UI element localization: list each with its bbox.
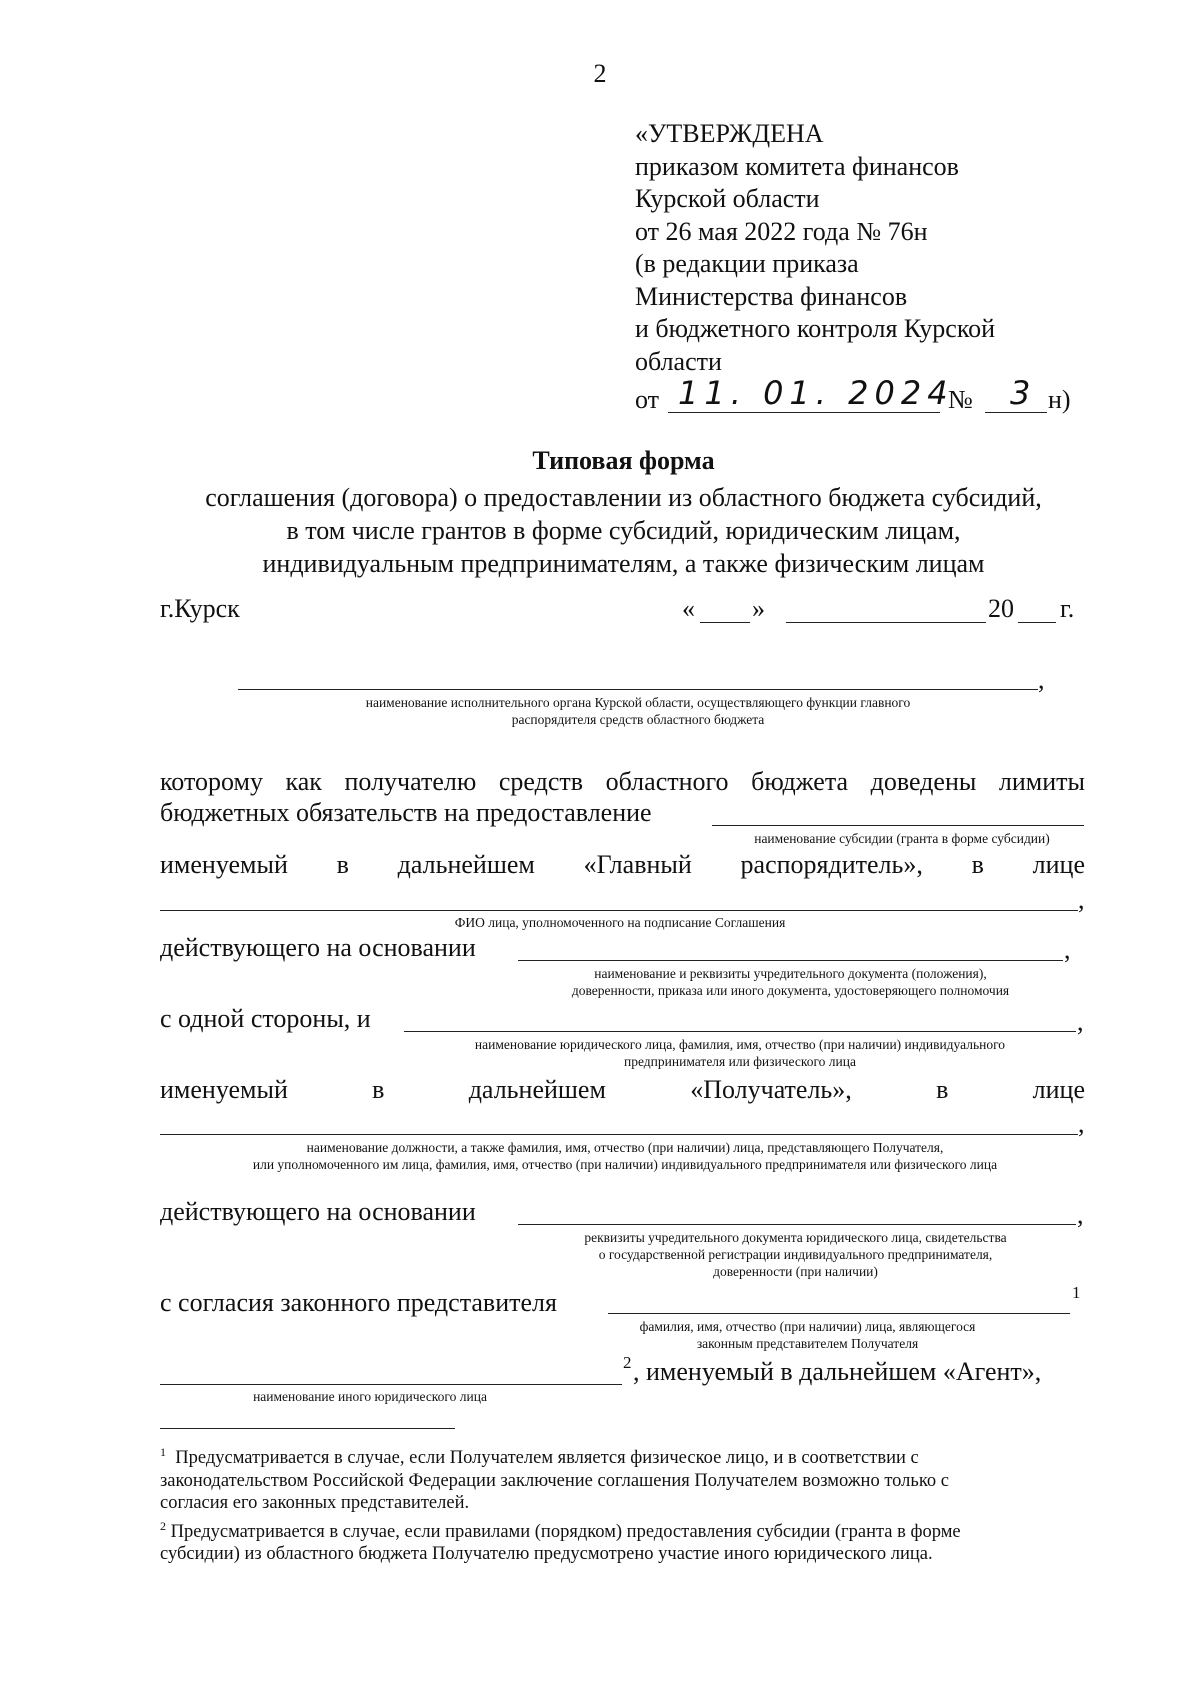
approval-line: «УТВЕРЖДЕНА <box>635 119 824 148</box>
caption-line: фамилия, имя, отчество (при наличии) лица, являющегося <box>639 1319 976 1334</box>
named-recipient <box>160 1074 1085 1105</box>
subsidy-blank <box>712 825 1084 826</box>
handwritten-date: 11. 01. 2024 <box>678 374 954 412</box>
footnote-2 <box>160 1515 1085 1566</box>
date-close-quote: » <box>752 594 765 623</box>
document-title: Типовая форма <box>532 446 715 475</box>
approval-line: Курской области <box>635 184 820 213</box>
footnote-line: законодательством Российской Федерации заключение соглашения Получателем возможно только с <box>160 1470 949 1491</box>
consent-footnote-mark: 1 <box>1072 1283 1081 1302</box>
number-underline <box>985 412 1047 413</box>
position-blank <box>160 1134 1078 1135</box>
caption-line: доверенности (при наличии) <box>713 1264 878 1279</box>
consent-label: с согласия законного представителя <box>160 1288 557 1317</box>
word: именуемый <box>160 1075 288 1104</box>
document-subtitle <box>0 481 1200 580</box>
acting-basis-label: действующего на основании <box>160 933 476 962</box>
date-underline <box>668 412 940 413</box>
fio-caption: ФИО лица, уполномоченного на подписание Соглашения <box>454 915 786 930</box>
number-label: № <box>948 385 973 414</box>
one-side-label: с одной стороны, и <box>160 1004 371 1033</box>
caption-line: наименование юридического лица, фамилия, имя, отчество (при наличии) индивидуального <box>474 1037 1006 1052</box>
acting-basis-2-caption <box>518 1229 1073 1280</box>
agent-blank <box>160 1384 622 1385</box>
recipient-caption <box>404 1036 1076 1070</box>
subtitle-line: индивидуальным предпринимателям, а также физическим лицам <box>262 549 985 578</box>
fio-comma: , <box>1078 885 1085 914</box>
footnote-line <box>160 1441 1085 1470</box>
fio-blank <box>160 910 1078 911</box>
acting-basis-2-blank <box>518 1224 1076 1225</box>
word: в <box>372 1075 385 1104</box>
consent-caption <box>530 1318 1085 1352</box>
subsidy-caption: наименование субсидии (гранта в форме субсидии) <box>754 831 1050 846</box>
recipient-blank <box>404 1031 1076 1032</box>
approval-block <box>635 118 995 378</box>
recipient-comma: , <box>1077 1007 1084 1036</box>
footnote-mark: 1 <box>160 1445 166 1459</box>
date-open-quote: « <box>682 594 695 623</box>
footnotes <box>160 1441 1085 1566</box>
paragraph-limits: бюджетных обязательств на предоставление <box>160 798 652 827</box>
footnote-line: субсидии) из областного бюджета Получателю предусмотрено участие иного юридического лица. <box>160 1544 933 1565</box>
consent-blank <box>608 1313 1070 1314</box>
approval-line: области <box>635 346 722 376</box>
acting-basis-comma: , <box>1064 935 1071 964</box>
approval-suffix: н) <box>1048 385 1071 414</box>
word: в <box>971 850 984 879</box>
footnote-separator <box>160 1428 455 1429</box>
footnote-text: Предусматривается в случае, если Получателем является физическое лицо, и в соответствии с <box>175 1448 919 1469</box>
handwritten-number: 3 <box>1010 374 1037 412</box>
caption-line: предпринимателя или физического лица <box>624 1054 856 1069</box>
subtitle-line: соглашения (договора) о предоставлении из областного бюджета субсидий, <box>205 483 1042 512</box>
subtitle-line: в том числе грантов в форме субсидий, юридическим лицам, <box>286 516 961 545</box>
caption-line: доверенности, приказа или иного документа, удостоверяющего полномочия <box>571 983 1010 998</box>
acting-basis-2-comma: , <box>1077 1200 1084 1229</box>
word: лице <box>1032 1075 1085 1104</box>
caption-line: наименование исполнительного органа Курской области, осуществляющего функции главного <box>365 695 911 710</box>
organ-blank <box>238 689 1038 690</box>
named-main-manager <box>160 849 1085 880</box>
approval-line: от 26 мая 2022 года № 76н <box>635 216 928 246</box>
day-blank <box>700 622 750 623</box>
footnote-1 <box>160 1441 1085 1515</box>
word: лице <box>1032 850 1085 879</box>
approval-prefix: от <box>635 385 660 414</box>
agent-text: , именуемый в дальнейшем «Агент», <box>633 1357 1042 1386</box>
word: дальнейшем <box>468 1075 606 1104</box>
date-year-prefix: 20 <box>988 594 1014 623</box>
word: в <box>336 850 349 879</box>
footnote-text: Предусматривается в случае, если правилами (порядком) предоставления субсидии (гранта в форме <box>170 1521 961 1542</box>
month-blank <box>786 622 986 623</box>
acting-basis-2-label: действующего на основании <box>160 1197 476 1226</box>
caption-line: или уполномоченного им лица, фамилия, имя, отчество (при наличии) индивидуального предпринимателя или физического лица <box>252 1157 998 1172</box>
acting-basis-blank <box>518 960 1063 961</box>
word: распорядитель», <box>740 850 923 879</box>
word: «Получатель», <box>690 1075 852 1104</box>
year-blank <box>1018 622 1056 623</box>
place: г.Курск <box>160 594 240 623</box>
page-number: 2 <box>593 59 607 88</box>
footnote-mark: 2 <box>160 1518 166 1533</box>
organ-comma: , <box>1038 665 1045 694</box>
approval-line: Министерства финансов <box>635 281 908 311</box>
footnote-line <box>160 1515 1085 1544</box>
organ-caption <box>238 694 1038 728</box>
position-caption <box>160 1139 1090 1173</box>
date-year-suffix: г. <box>1060 594 1075 623</box>
word: дальнейшем <box>397 850 535 879</box>
position-comma: , <box>1078 1109 1085 1138</box>
caption-line: наименование должности, а также фамилия, имя, отчество (при наличии) лица, представляющего Получателя, <box>306 1140 944 1155</box>
acting-basis-caption <box>518 965 1063 999</box>
word: именуемый <box>160 850 288 879</box>
approval-line: приказом комитета финансов <box>635 151 959 181</box>
footnote-line: согласия его законных представителей. <box>160 1493 470 1514</box>
approval-line: и бюджетного контроля Курской <box>635 314 996 343</box>
footnote-line-wrap <box>160 1441 919 1470</box>
paragraph-recipient-funds: которому как получателю средств областного бюджета доведены лимиты <box>160 767 1085 796</box>
agent-footnote-mark: 2 <box>623 1353 632 1372</box>
approval-line: (в редакции приказа <box>635 249 859 278</box>
caption-line: реквизиты учредительного документа юридического лица, свидетельства <box>584 1230 1007 1245</box>
caption-line: законным представителем Получателя <box>696 1336 919 1351</box>
caption-line: наименование и реквизиты учредительного документа (положения), <box>594 966 987 981</box>
caption-line: распорядителя средств областного бюджета <box>511 712 765 727</box>
word: «Главный <box>583 850 692 879</box>
caption-line: о государственной регистрации индивидуального предпринимателя, <box>598 1247 993 1262</box>
agent-caption: наименование иного юридического лица <box>253 1389 487 1404</box>
word: в <box>936 1075 949 1104</box>
